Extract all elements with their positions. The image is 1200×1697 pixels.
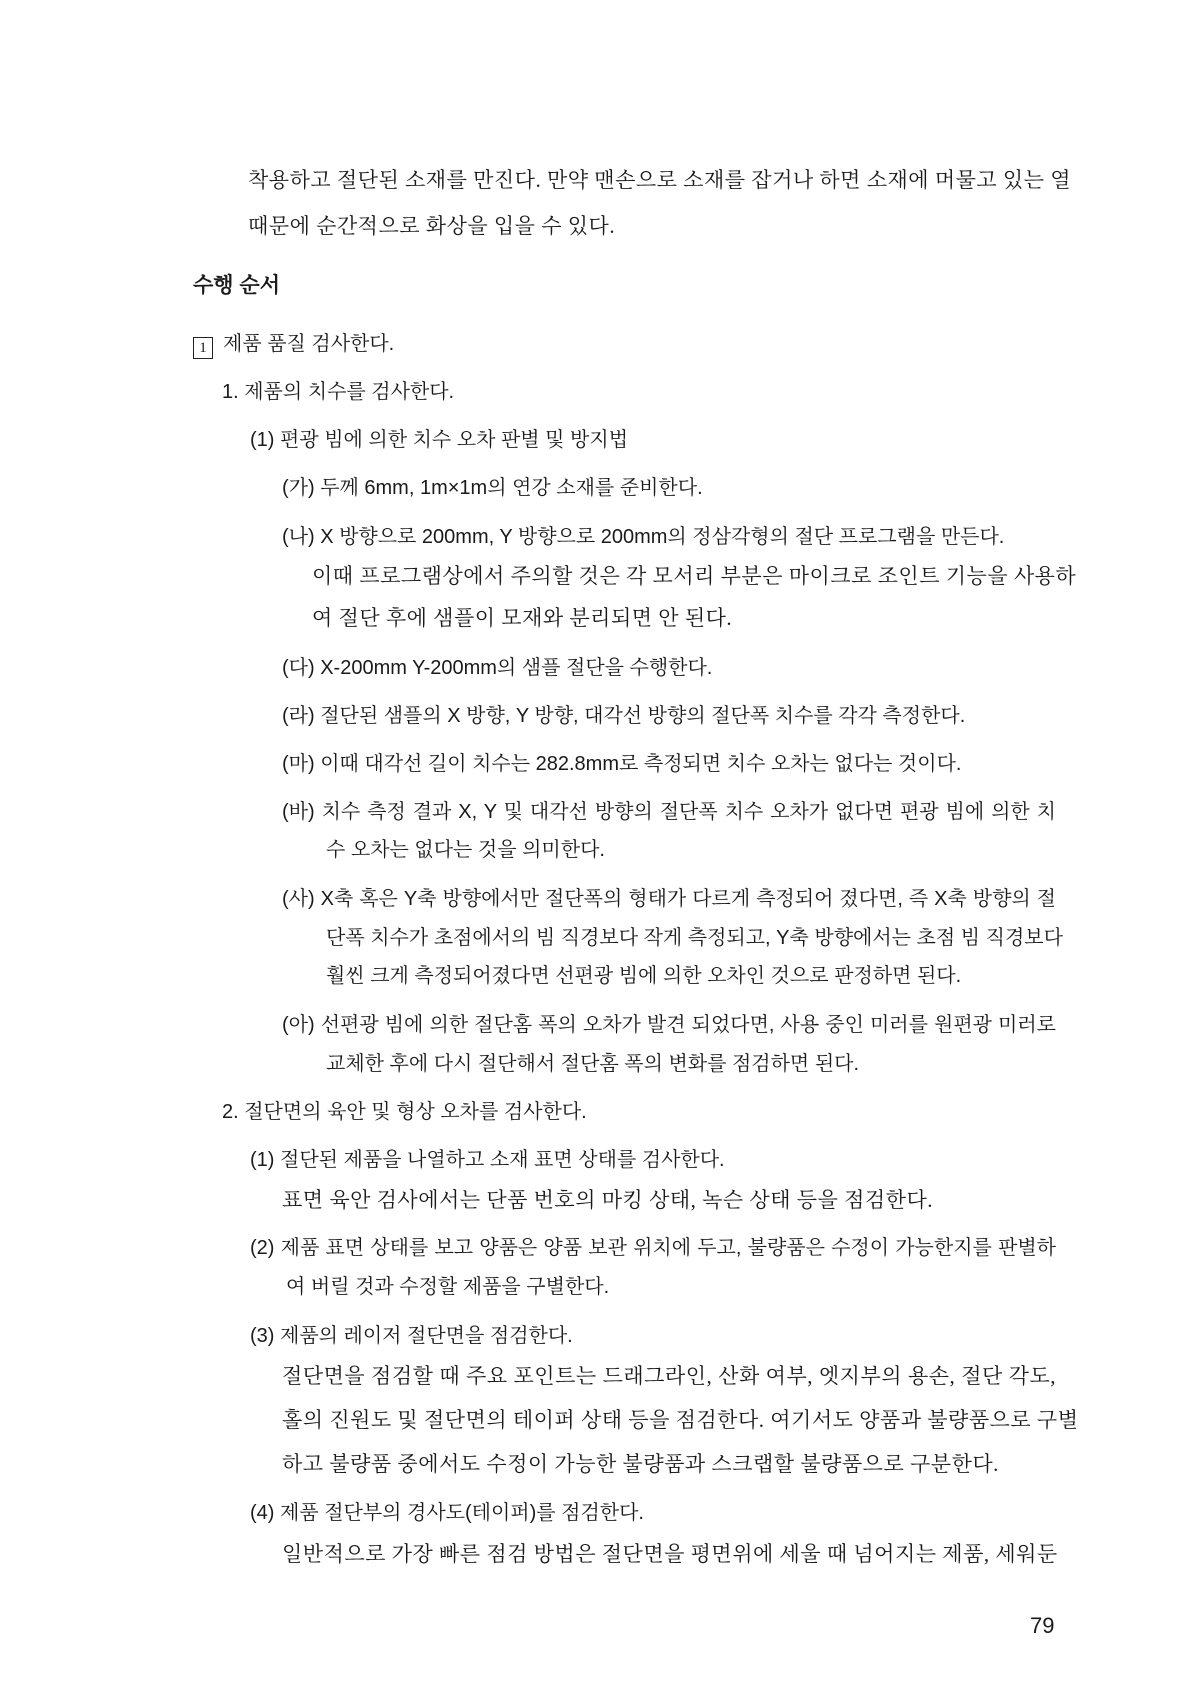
item-sa-line-3: 훨씬 크게 측정되어졌다면 선편광 빔에 의한 오차인 것으로 판정하면 된다.: [326, 965, 962, 987]
step-heading: [193, 330, 394, 359]
sub2-item-3-line-2: 홀의 진원도 및 절단면의 테이퍼 상태 등을 점검한다. 여기서도 양품과 불량품으로 구별: [282, 1408, 1079, 1432]
sub2-item-4-line-1: 일반적으로 가장 빠른 점검 방법은 절단면을 평면위에 세울 때 넘어지는 제품, 세워둔: [282, 1542, 1058, 1566]
item-ga: (가) 두께 6mm, 1m×1m의 연강 소재를 준비한다.: [282, 477, 703, 499]
subsection-1-title: 1. 제품의 치수를 검사한다.: [222, 381, 455, 403]
item-na-note-2: 여 절단 후에 샘플이 모재와 분리되면 안 된다.: [312, 606, 733, 630]
item-ra: (라) 절단된 샘플의 X 방향, Y 방향, 대각선 방향의 절단폭 치수를 각각 측정한다.: [282, 705, 966, 727]
subsection-2-title: 2. 절단면의 육안 및 형상 오차를 검사한다.: [222, 1101, 587, 1123]
sub2-item-3-line-3: 하고 불량품 중에서도 수정이 가능한 불량품과 스크랩할 불량품으로 구분한다.: [282, 1452, 999, 1476]
sub2-item-3-line-1: 절단면을 점검할 때 주요 포인트는 드래그라인, 산화 여부, 엣지부의 용손, 절단 각도,: [282, 1364, 1056, 1388]
item-na: (나) X 방향으로 200mm, Y 방향으로 200mm의 정삼각형의 절단 프로그램을 만든다.: [282, 526, 1005, 548]
sub2-item-1-title: (1) 절단된 제품을 나열하고 소재 표면 상태를 검사한다.: [250, 1149, 725, 1171]
intro-line-2: 때문에 순간적으로 화상을 입을 수 있다.: [248, 214, 616, 238]
step-number-box: 1: [193, 337, 213, 359]
item-1-title: (1) 편광 빔에 의한 치수 오차 판별 및 방지법: [250, 429, 629, 451]
section-title: 수행 순서: [193, 274, 280, 297]
item-ba-line-2: 수 오차는 없다는 것을 의미한다.: [326, 839, 605, 861]
item-da: (다) X-200mm Y-200mm의 샘플 절단을 수행한다.: [282, 657, 713, 679]
item-sa-line-2: 단폭 치수가 초점에서의 빔 직경보다 작게 측정되고, Y축 방향에서는 초점 빔 직경보다: [326, 927, 1063, 949]
sub2-item-4-title: (4) 제품 절단부의 경사도(테이퍼)를 점검한다.: [250, 1502, 644, 1524]
item-a-line-1: (아) 선편광 빔에 의한 절단홈 폭의 오차가 발견 되었다면, 사용 중인 미러를 원편광 미러로: [282, 1014, 1056, 1036]
page-number: 79: [1030, 1613, 1055, 1638]
item-ba-line-1: (바) 치수 측정 결과 X, Y 및 대각선 방향의 절단폭 치수 오차가 없다면 편광 빔에 의한 치: [282, 801, 1056, 823]
step-title: 제품 품질 검사한다.: [223, 333, 395, 355]
item-a-line-2: 교체한 후에 다시 절단해서 절단홈 폭의 변화를 점검하면 된다.: [326, 1053, 860, 1075]
item-ma: (마) 이때 대각선 길이 치수는 282.8mm로 측정되면 치수 오차는 없다는 것이다.: [282, 753, 962, 775]
item-na-note-1: 이때 프로그램상에서 주의할 것은 각 모서리 부분은 마이크로 조인트 기능을 사용하: [312, 564, 1077, 588]
sub2-item-3-title: (3) 제품의 레이저 절단면을 점검한다.: [250, 1325, 573, 1347]
sub2-item-1-text: 표면 육안 검사에서는 단품 번호의 마킹 상태, 녹슨 상태 등을 점검한다.: [282, 1188, 934, 1212]
sub2-item-2-line-2: 여 버릴 것과 수정할 제품을 구별한다.: [286, 1276, 610, 1298]
sub2-item-2-line-1: (2) 제품 표면 상태를 보고 양품은 양품 보관 위치에 두고, 불량품은 수정이 가능한지를 판별하: [250, 1237, 1056, 1259]
item-sa-line-1: (사) X축 혹은 Y축 방향에서만 절단폭의 형태가 다르게 측정되어 졌다면, 즉 X축 방향의 절: [282, 888, 1056, 910]
intro-line-1: 착용하고 절단된 소재를 만진다. 만약 맨손으로 소재를 잡거나 하면 소재에 머물고 있는 열: [248, 168, 1072, 192]
